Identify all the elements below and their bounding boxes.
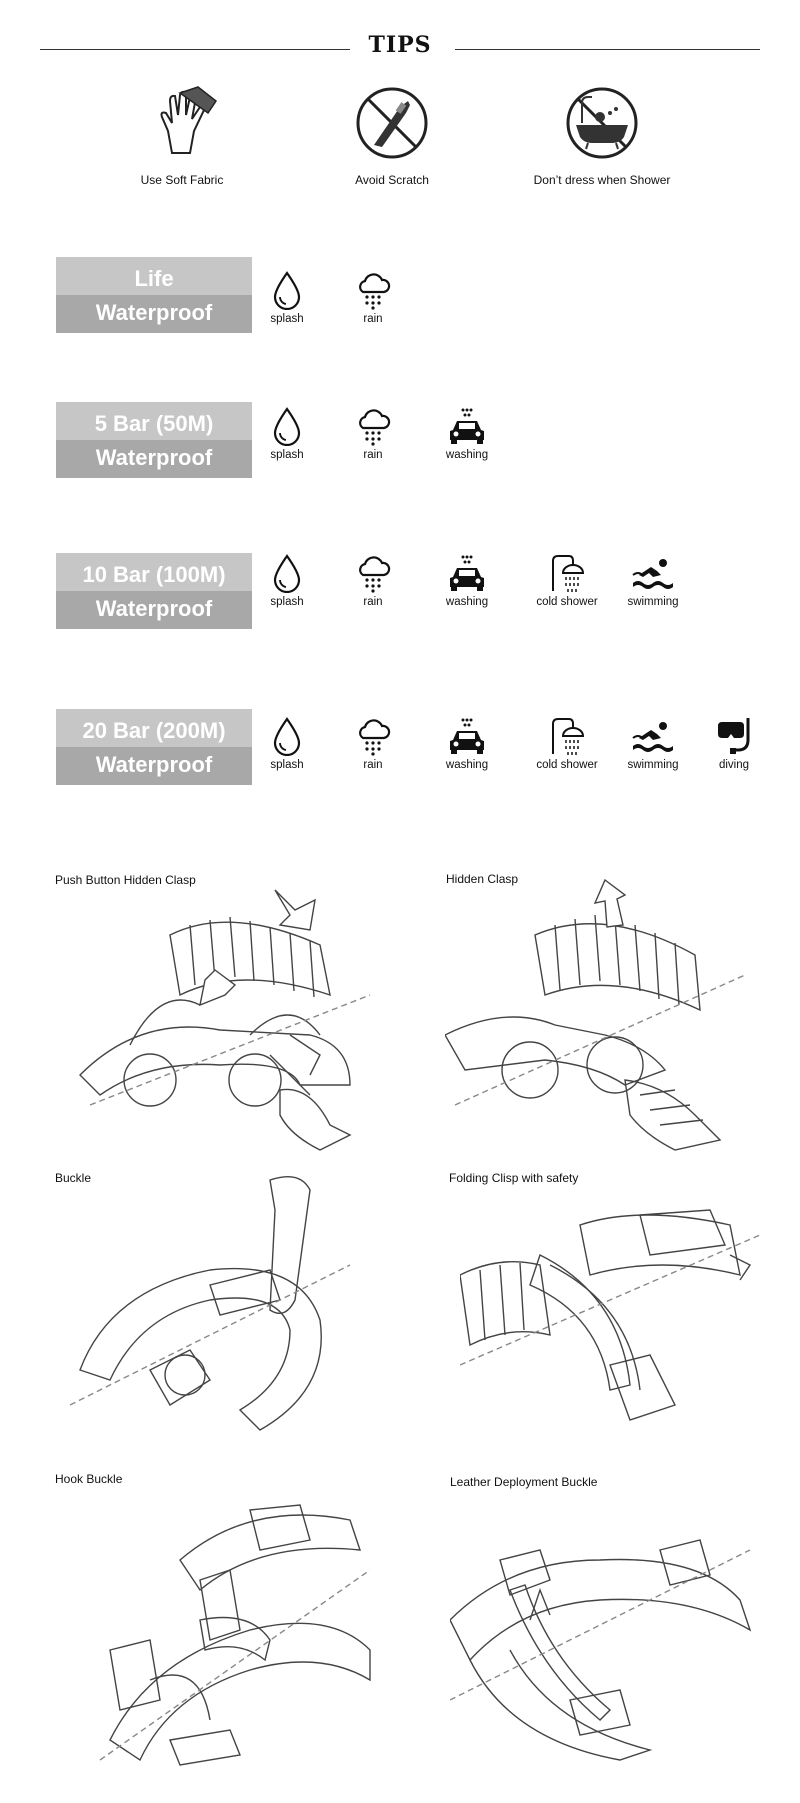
leather-deployment-buckle-sketch: [450, 1500, 760, 1770]
activity-swimming: swimming: [608, 553, 698, 608]
badge-line2: Waterproof: [56, 747, 252, 785]
car-wash-icon: [447, 553, 487, 593]
swimmer-icon: [631, 553, 675, 593]
activity-rain: rain: [328, 270, 418, 325]
car-wash-icon: [447, 716, 487, 756]
activity-splash: splash: [242, 270, 332, 325]
water-drop-icon: [269, 406, 305, 446]
badge-line2: Waterproof: [56, 440, 252, 478]
buckle-title: Hook Buckle: [55, 1472, 123, 1486]
activity-splash: splash: [242, 553, 332, 608]
buckle-title: Push Button Hidden Clasp: [55, 873, 196, 887]
water-drop-icon: [269, 716, 305, 756]
hidden-clasp-sketch: [445, 875, 755, 1155]
activity-rain: rain: [328, 553, 418, 608]
shower-icon: [547, 553, 587, 593]
activity-splash: splash: [242, 716, 332, 771]
push-button-hidden-clasp-sketch: [70, 885, 380, 1155]
waterproof-badge-5bar: [56, 402, 252, 478]
rain-cloud-icon: [355, 270, 391, 310]
diving-mask-icon: [714, 716, 754, 756]
activity-swimming: swimming: [608, 716, 698, 771]
tip-no-shower: [502, 83, 702, 187]
badge-line2: Waterproof: [56, 591, 252, 629]
badge-line1: Life: [56, 257, 252, 295]
activity-rain: rain: [328, 406, 418, 461]
no-knife-icon: [352, 83, 432, 163]
badge-line1: 20 Bar (200M): [56, 709, 252, 747]
waterproof-badge-life: [56, 257, 252, 333]
buckle-title: Buckle: [55, 1171, 92, 1185]
tip-label: Use Soft Fabric: [140, 173, 224, 187]
badge-line2: Waterproof: [56, 295, 252, 333]
badge-line1: 10 Bar (100M): [56, 553, 252, 591]
activity-washing: washing: [422, 716, 512, 771]
tips-title: TIPS: [0, 32, 800, 58]
buckle-title: Hidden Clasp: [446, 872, 519, 886]
activity-cold-shower: cold shower: [522, 553, 612, 608]
tip-avoid-scratch: [292, 83, 492, 187]
buckle-title: Folding Clisp with safety: [449, 1171, 579, 1185]
activity-rain: rain: [328, 716, 418, 771]
waterproof-badge-20bar: [56, 709, 252, 785]
activity-splash: splash: [242, 406, 332, 461]
folding-clasp-safety-sketch: [460, 1195, 760, 1425]
badge-line1: 5 Bar (50M): [56, 402, 252, 440]
tip-label: Avoid Scratch: [355, 173, 429, 187]
activity-washing: washing: [422, 553, 512, 608]
rain-cloud-icon: [355, 406, 391, 446]
buckle-sketch: [70, 1170, 360, 1450]
rain-cloud-icon: [355, 716, 391, 756]
no-bath-icon: [562, 83, 642, 163]
buckle-title: Leather Deployment Buckle: [450, 1475, 598, 1489]
tip-label: Don’t dress when Shower: [533, 173, 671, 187]
rain-cloud-icon: [355, 553, 391, 593]
tip-soft-fabric: [82, 83, 282, 187]
shower-icon: [547, 716, 587, 756]
water-drop-icon: [269, 553, 305, 593]
hand-cloth-icon: [142, 83, 222, 163]
activity-diving: diving: [694, 716, 774, 771]
swimmer-icon: [631, 716, 675, 756]
waterproof-badge-10bar: [56, 553, 252, 629]
activity-cold-shower: cold shower: [522, 716, 612, 771]
activity-washing: washing: [422, 406, 512, 461]
water-drop-icon: [269, 270, 305, 310]
car-wash-icon: [447, 406, 487, 446]
hook-buckle-sketch: [90, 1480, 380, 1780]
